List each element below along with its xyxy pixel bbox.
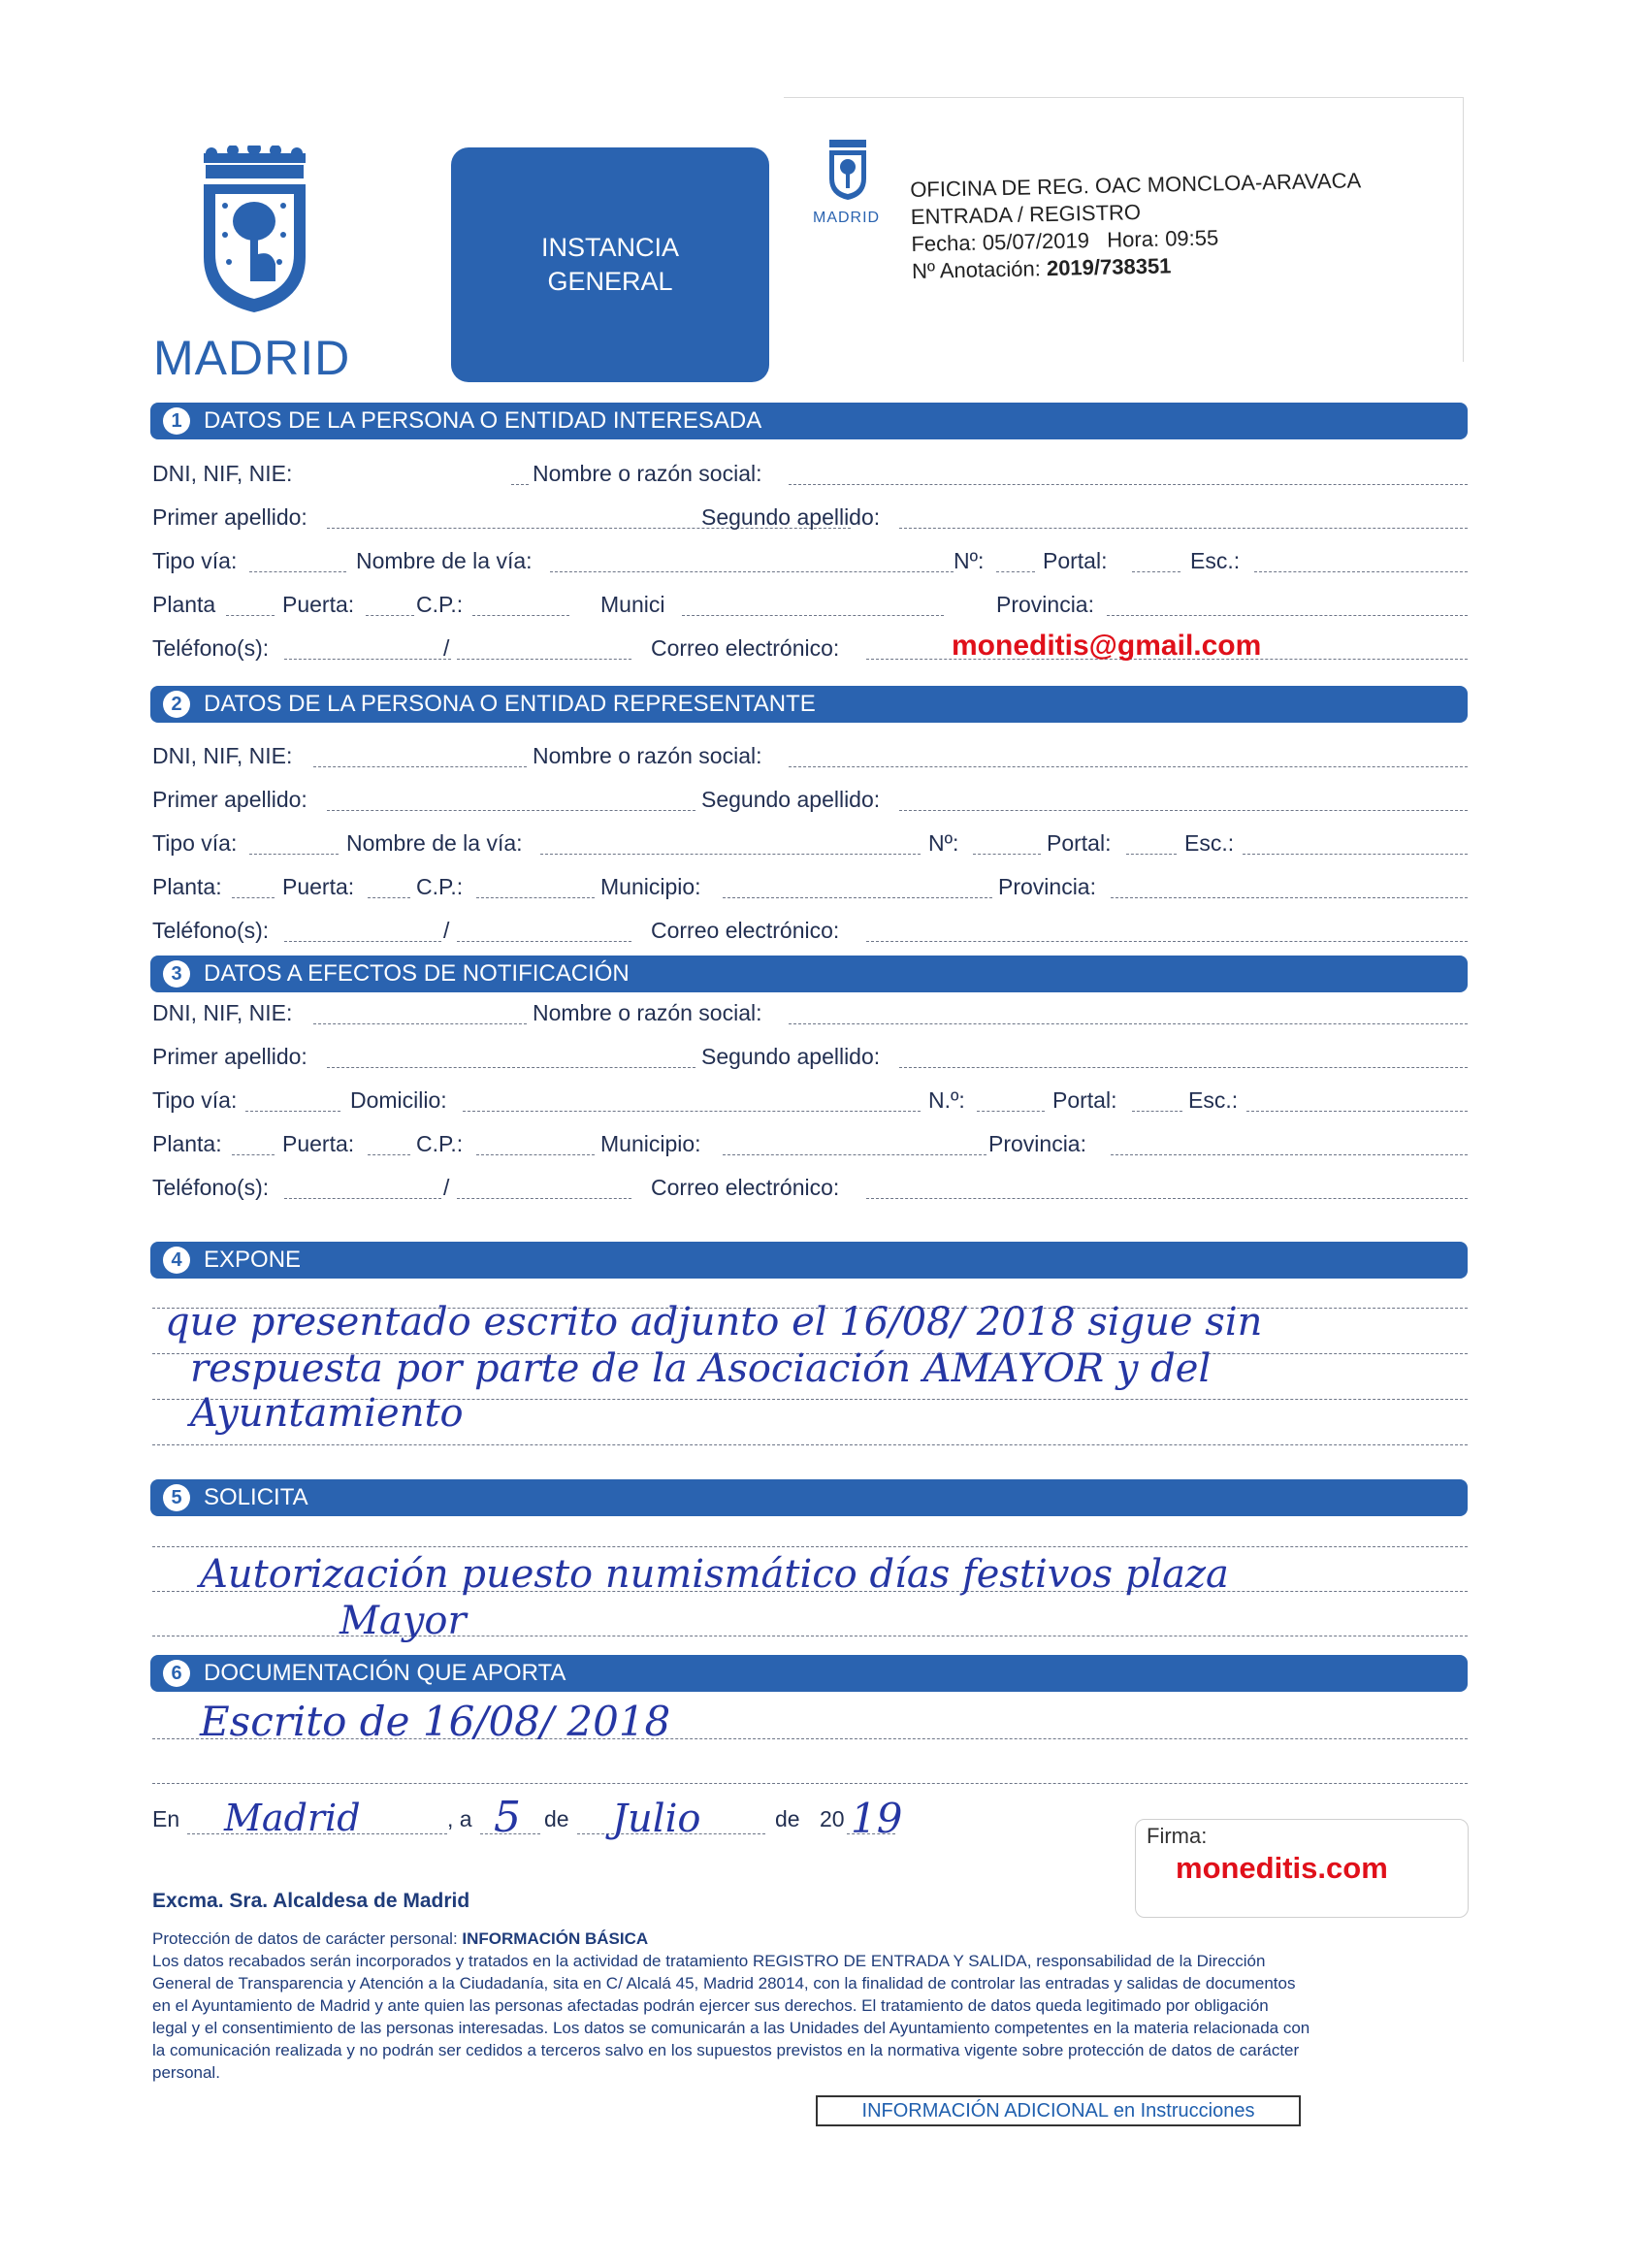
registry-stamp-text [910, 167, 1363, 285]
s2-puerta-field[interactable] [368, 897, 410, 898]
s2-planta-label: Planta: [152, 874, 222, 899]
s2-row-via [152, 830, 1468, 859]
s2-segundo-field[interactable] [899, 810, 1468, 811]
s3-segundo-label: Segundo apellido: [701, 1044, 881, 1069]
s1-planta-field[interactable] [226, 615, 275, 616]
stamp-hora-label: Hora: [1106, 226, 1160, 252]
s1-row-planta [152, 592, 1468, 621]
s1-planta-label: Planta [152, 592, 216, 617]
s2-primer-label: Primer apellido: [152, 787, 307, 812]
section-4-title: EXPONE [204, 1247, 302, 1273]
s2-segundo-label: Segundo apellido: [701, 787, 881, 812]
s1-telefono-field-1[interactable] [284, 659, 451, 660]
instancia-general-box [451, 147, 769, 382]
s1-dni-label: DNI, NIF, NIE: [152, 461, 293, 486]
s1-row-dni [152, 461, 1468, 490]
solicita-text-2[interactable]: Mayor [340, 1599, 467, 1643]
s3-esc-label: Esc.: [1188, 1087, 1239, 1113]
s3-portal-label: Portal: [1052, 1087, 1117, 1113]
s1-municipio-label: Munici [600, 592, 665, 617]
s1-portal-label: Portal: [1043, 548, 1108, 573]
expone-text-3[interactable]: Ayuntamiento [190, 1391, 464, 1436]
firma-label: Firma: [1147, 1824, 1208, 1848]
anio-value[interactable]: 19 [851, 1795, 903, 1842]
alcaldesa-label: Excma. Sra. Alcaldesa de Madrid [152, 1890, 470, 1912]
s1-provincia-field[interactable] [1107, 615, 1468, 616]
s2-tipo-via-field[interactable] [249, 854, 339, 855]
section-2-number: 2 [163, 691, 190, 718]
stamp-fecha: 05/07/2019 [982, 228, 1090, 255]
s3-tipo-via-label: Tipo vía: [152, 1087, 238, 1113]
expone-text-2[interactable]: respuesta por parte de la Asociación AMAYOR y del [190, 1346, 1212, 1391]
info-adicional-link[interactable]: INFORMACIÓN ADICIONAL en Instrucciones [816, 2095, 1301, 2126]
s1-municipio-field[interactable] [682, 615, 944, 616]
s3-nombre-field[interactable] [789, 1023, 1468, 1024]
s1-cp-label: C.P.: [416, 592, 464, 617]
s3-puerta-label: Puerta: [282, 1131, 355, 1156]
s1-puerta-field[interactable] [366, 615, 414, 616]
stamp-hora: 09:55 [1164, 225, 1219, 251]
section-4-number: 4 [163, 1247, 190, 1274]
section-3-title: DATOS A EFECTOS DE NOTIFICACIÓN [204, 960, 630, 987]
stamp-madrid-label: MADRID [813, 210, 881, 226]
s3-primer-field[interactable] [327, 1067, 695, 1068]
s2-dni-label: DNI, NIF, NIE: [152, 743, 293, 768]
s1-row-contacto [152, 630, 1468, 664]
section-2-bar [150, 686, 1468, 723]
s1-nombre-field[interactable] [789, 484, 1468, 485]
s3-row-planta [152, 1131, 1468, 1160]
stamp-type: ENTRADA / REGISTRO [910, 200, 1142, 229]
section-3-bar [150, 956, 1468, 992]
s1-row-via [152, 548, 1468, 577]
s2-numero-label: Nº: [928, 830, 959, 856]
s3-dni-label: DNI, NIF, NIE: [152, 1000, 293, 1025]
s3-esc-field[interactable] [1246, 1111, 1468, 1112]
s3-telefono-field-2[interactable] [457, 1198, 631, 1199]
s3-municipio-label: Municipio: [600, 1131, 701, 1156]
dia-value[interactable]: 5 [494, 1793, 521, 1842]
s1-esc-field[interactable] [1254, 571, 1468, 572]
s2-primer-field[interactable] [327, 810, 695, 811]
s3-tipo-via-field[interactable] [245, 1111, 340, 1112]
s2-telefono-field-2[interactable] [457, 941, 631, 942]
privacy-line-5: la comunicación realizada y no podrán ser cedidos a terceros salvo en los supuestos previstos en la normativa vigente sobre protección de datos de carácter [152, 2041, 1300, 2059]
s3-telefono-label: Teléfono(s): [152, 1175, 270, 1200]
s2-telefono-field-1[interactable] [284, 941, 441, 942]
privacy-line-6: personal. [152, 2063, 220, 2082]
documentacion-line-2 [152, 1783, 1468, 1784]
privacy-label: Protección de datos de carácter personal: [152, 1929, 458, 1948]
privacy-notice [152, 1928, 1468, 2084]
anio-prefix: 20 [820, 1806, 845, 1831]
s1-nombre-via-field[interactable] [550, 571, 954, 572]
s1-segundo-label: Segundo apellido: [701, 504, 881, 530]
s2-provincia-label: Provincia: [998, 874, 1096, 899]
s2-row-apellidos [152, 787, 1468, 816]
s1-correo-label: Correo electrónico: [651, 635, 840, 661]
section-4-bar [150, 1242, 1468, 1279]
s2-puerta-label: Puerta: [282, 874, 355, 899]
privacy-heading [152, 1928, 1468, 1950]
stamp-crest-icon [826, 138, 869, 202]
s3-planta-label: Planta: [152, 1131, 222, 1156]
privacy-line-4: legal y el consentimiento de las personas interesadas. Los datos se comunicarán a las Unidades del Ayuntamiento competentes en la materia relacionada con [152, 2019, 1310, 2037]
stamp-office: OFICINA DE REG. OAC MONCLOA-ARAVACA [910, 168, 1362, 202]
privacy-line-3: en el Ayuntamiento de Madrid y ante quien las personas afectadas podrán ejercer sus derechos. El tratamiento de datos queda legitimado por obligación [152, 1996, 1269, 2015]
section-1-title: DATOS DE LA PERSONA O ENTIDAD INTERESADA [204, 407, 762, 434]
section-1-bar [150, 403, 1468, 439]
s2-numero-field[interactable] [973, 854, 1041, 855]
section-6-bar [150, 1655, 1468, 1692]
s3-planta-field[interactable] [232, 1154, 275, 1155]
s1-portal-field[interactable] [1132, 571, 1180, 572]
section-6-title: DOCUMENTACIÓN QUE APORTA [204, 1660, 566, 1686]
solicita-line-1 [152, 1546, 1468, 1547]
privacy-line-1: Los datos recabados serán incorporados y tratados en la actividad de tratamiento REGISTRO DE ENTRADA Y SALIDA, responsabilidad de la Dirección [152, 1952, 1266, 1970]
instancia-title-line1: INSTANCIA [540, 233, 679, 262]
s3-domicilio-field[interactable] [463, 1111, 921, 1112]
s3-domicilio-label: Domicilio: [350, 1087, 447, 1113]
s1-nombre-via-label: Nombre de la vía: [356, 548, 533, 573]
section-3-number: 3 [163, 960, 190, 988]
s3-cp-field[interactable] [476, 1154, 595, 1155]
s1-puerta-label: Puerta: [282, 592, 355, 617]
s3-numero-field[interactable] [977, 1111, 1045, 1112]
s1-cp-field[interactable] [472, 615, 569, 616]
s3-correo-field[interactable] [866, 1198, 1468, 1199]
ciudad-value[interactable]: Madrid [224, 1797, 361, 1839]
s3-puerta-field[interactable] [368, 1154, 410, 1155]
s1-tipo-via-field[interactable] [249, 571, 346, 572]
s2-nombre-via-field[interactable] [540, 854, 921, 855]
s2-cp-label: C.P.: [416, 874, 464, 899]
watermark-site: moneditis.com [1176, 1851, 1388, 1885]
section-6-number: 6 [163, 1660, 190, 1687]
s2-portal-field[interactable] [1126, 854, 1177, 855]
en-label: En [152, 1806, 180, 1831]
s2-municipio-field[interactable] [723, 897, 992, 898]
s3-municipio-field[interactable] [723, 1154, 986, 1155]
stamp-anotacion-label: Nº Anotación: [911, 256, 1042, 283]
s2-telefono-label: Teléfono(s): [152, 918, 270, 943]
s2-planta-field[interactable] [232, 897, 275, 898]
s1-provincia-label: Provincia: [996, 592, 1094, 617]
de-label-1: de [544, 1806, 569, 1831]
s3-provincia-label: Provincia: [988, 1131, 1086, 1156]
s2-telefono-sep: / [443, 918, 450, 943]
de-label-2: de [775, 1806, 800, 1831]
s3-segundo-field[interactable] [899, 1067, 1468, 1068]
section-5-bar [150, 1479, 1468, 1516]
s1-primer-label: Primer apellido: [152, 504, 307, 530]
s1-nombre-label: Nombre o razón social: [533, 461, 762, 486]
documentacion-text[interactable]: Escrito de 16/08/ 2018 [200, 1698, 671, 1745]
mes-value[interactable]: Julio [612, 1797, 701, 1841]
section-5-title: SOLICITA [204, 1484, 308, 1510]
s2-portal-label: Portal: [1047, 830, 1112, 856]
s1-numero-field[interactable] [996, 571, 1035, 572]
expone-line-4 [152, 1444, 1468, 1445]
s1-dni-field[interactable] [511, 484, 529, 485]
s2-tipo-via-label: Tipo vía: [152, 830, 238, 856]
s3-portal-field[interactable] [1132, 1111, 1182, 1112]
madrid-crest-icon [194, 146, 315, 315]
s1-numero-label: Nº: [954, 548, 985, 573]
s2-esc-field[interactable] [1243, 854, 1468, 855]
stamp-fecha-label: Fecha: [911, 230, 977, 256]
s3-primer-label: Primer apellido: [152, 1044, 307, 1069]
s3-provincia-field[interactable] [1111, 1154, 1468, 1155]
s2-esc-label: Esc.: [1184, 830, 1235, 856]
expone-text-1[interactable]: que presentado escrito adjunto el 16/08/ 2018 sigue sin [165, 1300, 1263, 1345]
s2-nombre-via-label: Nombre de la vía: [346, 830, 523, 856]
s2-provincia-field[interactable] [1111, 897, 1468, 898]
section-2-title: DATOS DE LA PERSONA O ENTIDAD REPRESENTANTE [204, 691, 816, 717]
s3-correo-label: Correo electrónico: [651, 1175, 840, 1200]
s2-correo-label: Correo electrónico: [651, 918, 840, 943]
s3-row-domicilio [152, 1087, 1468, 1117]
privacy-title: INFORMACIÓN BÁSICA [462, 1929, 649, 1948]
section-1-number: 1 [163, 407, 190, 435]
s2-nombre-label: Nombre o razón social: [533, 743, 762, 768]
s3-row-dni [152, 1000, 1468, 1029]
s3-nombre-label: Nombre o razón social: [533, 1000, 762, 1025]
s3-row-contacto [152, 1175, 1468, 1204]
s3-telefono-field-1[interactable] [284, 1198, 441, 1199]
s2-municipio-label: Municipio: [600, 874, 701, 899]
instancia-title-line2: GENERAL [547, 267, 673, 296]
privacy-line-2: General de Transparencia y Atención a la Ciudadanía, sita en C/ Alcalá 45, Madrid 28014, con la finalidad de controlar las entradas y salidas de documentos [152, 1974, 1296, 1993]
s3-dni-field[interactable] [313, 1023, 527, 1024]
madrid-logotype: MADRID [153, 331, 351, 385]
s1-esc-label: Esc.: [1190, 548, 1241, 573]
s1-telefono-field-2[interactable] [457, 659, 631, 660]
s3-row-apellidos [152, 1044, 1468, 1073]
s3-numero-label: N.º: [928, 1087, 965, 1113]
s1-email-value: moneditis@gmail.com [952, 630, 1262, 662]
s1-telefono-sep: / [443, 635, 450, 661]
s1-segundo-field[interactable] [899, 528, 1468, 529]
solicita-text-1[interactable]: Autorización puesto numismático días festivos plaza [200, 1552, 1229, 1597]
s2-dni-field[interactable] [313, 766, 527, 767]
s1-tipo-via-label: Tipo vía: [152, 548, 238, 573]
s2-row-dni [152, 743, 1468, 772]
s1-row-apellidos [152, 504, 1468, 534]
s2-row-contacto [152, 918, 1468, 947]
s2-cp-field[interactable] [476, 897, 595, 898]
s3-telefono-sep: / [443, 1175, 450, 1200]
a-label: , a [447, 1806, 472, 1831]
s2-correo-field[interactable] [866, 941, 1468, 942]
s3-cp-label: C.P.: [416, 1131, 464, 1156]
section-5-number: 5 [163, 1484, 190, 1511]
stamp-anotacion: 2019/738351 [1046, 253, 1172, 281]
s2-nombre-field[interactable] [789, 766, 1468, 767]
s1-telefono-label: Teléfono(s): [152, 635, 270, 661]
s2-row-planta [152, 874, 1468, 903]
